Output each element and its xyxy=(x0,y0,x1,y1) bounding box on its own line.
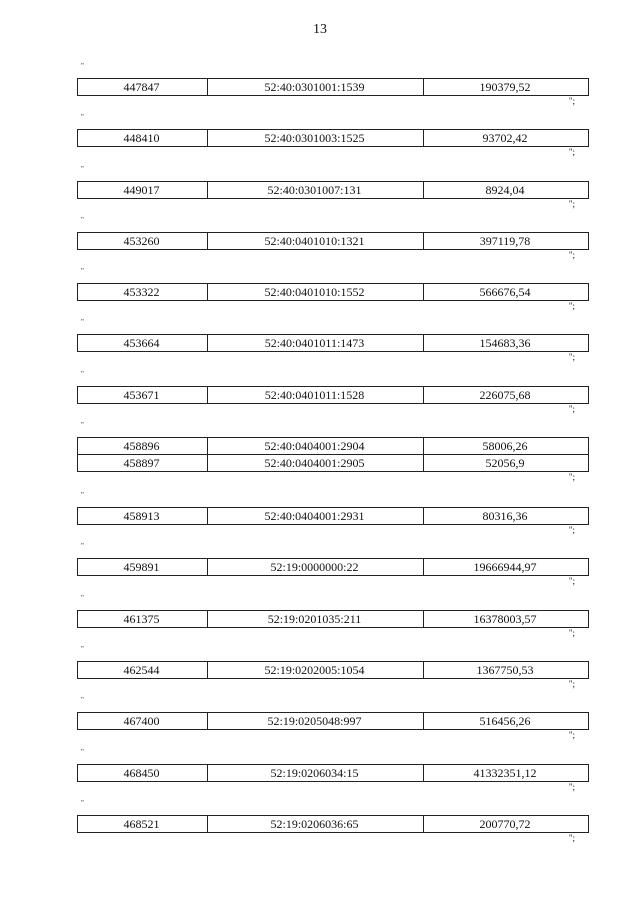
opening-quote-mark: " xyxy=(81,369,84,378)
amendment-block xyxy=(0,316,640,367)
record-id-cell: 453671 xyxy=(78,386,208,403)
closing-quote-mark: "; xyxy=(568,249,575,260)
cadastral-number-cell: 52:40:0404001:2904 xyxy=(208,438,424,455)
value-cell: 8924,04 xyxy=(424,181,589,198)
table-row xyxy=(78,284,589,301)
entry-table xyxy=(77,78,589,96)
closing-quote-mark: "; xyxy=(568,301,575,312)
entry-table xyxy=(77,507,589,525)
table-row xyxy=(78,181,589,198)
table-row xyxy=(78,232,589,249)
amendment-block xyxy=(0,368,640,419)
amendment-block xyxy=(0,163,640,214)
amendment-block xyxy=(0,60,640,111)
opening-quote-mark: " xyxy=(81,542,84,551)
entry-table xyxy=(77,437,589,472)
record-id-cell: 447847 xyxy=(78,79,208,96)
table-row xyxy=(78,764,589,781)
opening-quote-mark: " xyxy=(81,421,84,430)
table-row xyxy=(78,508,589,525)
value-cell: 93702,42 xyxy=(424,130,589,147)
record-id-cell: 449017 xyxy=(78,181,208,198)
record-id-cell: 462544 xyxy=(78,661,208,678)
entry-table xyxy=(77,181,589,199)
record-id-cell: 459891 xyxy=(78,559,208,576)
entry-table xyxy=(77,386,589,404)
record-id-cell: 468521 xyxy=(78,815,208,832)
opening-quote-mark: " xyxy=(81,644,84,653)
closing-quote-mark: "; xyxy=(568,730,575,741)
cadastral-number-cell: 52:40:0404001:2905 xyxy=(208,455,424,472)
entry-table xyxy=(77,334,589,352)
cadastral-number-cell: 52:19:0205048:997 xyxy=(208,713,424,730)
table-row xyxy=(78,610,589,627)
cadastral-number-cell: 52:19:0206036:65 xyxy=(208,815,424,832)
cadastral-number-cell: 52:40:0401011:1528 xyxy=(208,386,424,403)
table-row xyxy=(78,130,589,147)
value-cell: 190379,52 xyxy=(424,79,589,96)
closing-quote-mark: "; xyxy=(568,96,575,106)
closing-quote-mark: "; xyxy=(568,832,575,843)
closing-quote-mark: "; xyxy=(568,627,575,638)
opening-quote-mark: " xyxy=(81,318,84,327)
record-id-cell: 458896 xyxy=(78,438,208,455)
amendment-block xyxy=(0,419,640,489)
value-cell: 52056,9 xyxy=(424,455,589,472)
closing-quote-mark: "; xyxy=(568,403,575,414)
entry-table xyxy=(77,815,589,833)
opening-quote-mark: " xyxy=(81,113,84,122)
entry-table xyxy=(77,661,589,679)
opening-quote-mark: " xyxy=(81,164,84,173)
record-id-cell: 468450 xyxy=(78,764,208,781)
record-id-cell: 453664 xyxy=(78,335,208,352)
amendment-block xyxy=(0,746,640,797)
table-row xyxy=(78,438,589,455)
record-id-cell: 448410 xyxy=(78,130,208,147)
record-id-cell: 458897 xyxy=(78,455,208,472)
entry-table xyxy=(77,558,589,576)
amendment-block xyxy=(0,643,640,694)
opening-quote-mark: " xyxy=(81,215,84,224)
value-cell: 397119,78 xyxy=(424,232,589,249)
table-row xyxy=(78,386,589,403)
table-row xyxy=(78,815,589,832)
entry-table xyxy=(77,610,589,628)
table-row xyxy=(78,559,589,576)
entry-table xyxy=(77,764,589,782)
table-row xyxy=(78,455,589,472)
amendment-block xyxy=(0,111,640,162)
table-row xyxy=(78,713,589,730)
entry-table xyxy=(77,283,589,301)
value-cell: 1367750,53 xyxy=(424,661,589,678)
opening-quote-mark: " xyxy=(81,747,84,756)
table-row xyxy=(78,661,589,678)
amendment-block xyxy=(0,540,640,591)
amendment-block xyxy=(0,489,640,540)
closing-quote-mark: "; xyxy=(568,198,575,209)
table-row xyxy=(78,335,589,352)
value-cell: 41332351,12 xyxy=(424,764,589,781)
opening-quote-mark: " xyxy=(81,62,84,70)
amendment-block xyxy=(0,694,640,745)
opening-quote-mark: " xyxy=(81,798,84,807)
value-cell: 80316,36 xyxy=(424,508,589,525)
closing-quote-mark: "; xyxy=(568,147,575,158)
amendment-block xyxy=(0,797,640,848)
value-cell: 566676,54 xyxy=(424,284,589,301)
entry-table xyxy=(77,712,589,730)
record-id-cell: 453260 xyxy=(78,232,208,249)
cadastral-number-cell: 52:19:0206034:15 xyxy=(208,764,424,781)
cadastral-number-cell: 52:40:0301003:1525 xyxy=(208,130,424,147)
page-number: 13 xyxy=(313,22,327,37)
value-cell: 19666944,97 xyxy=(424,559,589,576)
record-id-cell: 458913 xyxy=(78,508,208,525)
cadastral-number-cell: 52:40:0401011:1473 xyxy=(208,335,424,352)
closing-quote-mark: "; xyxy=(568,576,575,587)
entry-table xyxy=(77,129,589,147)
cadastral-number-cell: 52:40:0401010:1321 xyxy=(208,232,424,249)
closing-quote-mark: "; xyxy=(568,525,575,536)
cadastral-number-cell: 52:19:0000000:22 xyxy=(208,559,424,576)
value-cell: 16378003,57 xyxy=(424,610,589,627)
value-cell: 58006,26 xyxy=(424,438,589,455)
value-cell: 154683,36 xyxy=(424,335,589,352)
closing-quote-mark: "; xyxy=(568,678,575,689)
value-cell: 200770,72 xyxy=(424,815,589,832)
entry-table xyxy=(77,232,589,250)
opening-quote-mark: " xyxy=(81,267,84,276)
closing-quote-mark: "; xyxy=(568,781,575,792)
opening-quote-mark: " xyxy=(81,593,84,602)
opening-quote-mark: " xyxy=(81,491,84,500)
record-id-cell: 467400 xyxy=(78,713,208,730)
record-id-cell: 461375 xyxy=(78,610,208,627)
cadastral-number-cell: 52:19:0202005:1054 xyxy=(208,661,424,678)
value-cell: 226075,68 xyxy=(424,386,589,403)
opening-quote-mark: " xyxy=(81,696,84,705)
cadastral-number-cell: 52:40:0404001:2931 xyxy=(208,508,424,525)
amendment-block xyxy=(0,265,640,316)
document-body xyxy=(0,60,640,848)
value-cell: 516456,26 xyxy=(424,713,589,730)
table-row xyxy=(78,79,589,96)
closing-quote-mark: "; xyxy=(568,352,575,363)
amendment-block xyxy=(0,592,640,643)
cadastral-number-cell: 52:40:0301001:1539 xyxy=(208,79,424,96)
amendment-block xyxy=(0,214,640,265)
cadastral-number-cell: 52:40:0301007:131 xyxy=(208,181,424,198)
closing-quote-mark: "; xyxy=(568,472,575,483)
cadastral-number-cell: 52:19:0201035:211 xyxy=(208,610,424,627)
record-id-cell: 453322 xyxy=(78,284,208,301)
cadastral-number-cell: 52:40:0401010:1552 xyxy=(208,284,424,301)
